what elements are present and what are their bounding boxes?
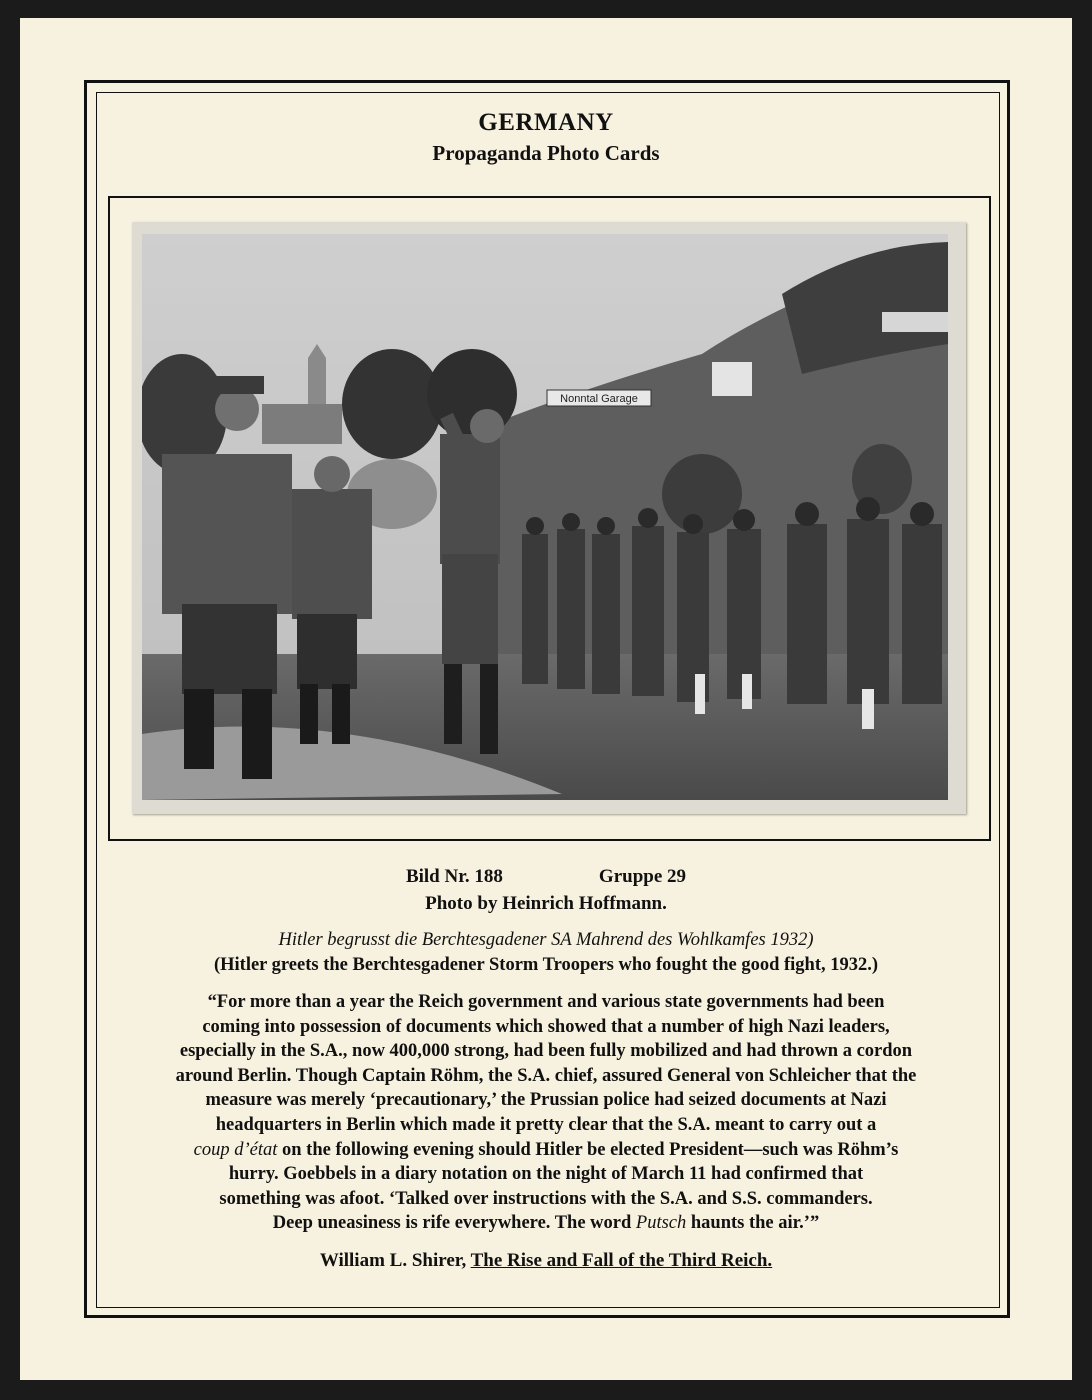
photograph [142,234,948,800]
card-group: Gruppe 29 [598,866,687,887]
quote-line: especially in the S.A., now 400,000 strong, had been fully mobilized and had thrown a cordon [179,1041,913,1062]
quote-line [110,1138,982,1163]
quote-line: measure was merely ‘precautionary,’ the Prussian police had seized documents at Nazi [205,1090,887,1111]
quote-italic-phrase: coup d’état [193,1139,278,1160]
attribution [20,1250,1072,1272]
quote-italic-word: Putsch [635,1213,687,1234]
attribution-author: William L. Shirer, [319,1250,471,1271]
photo-card [132,222,966,814]
attribution-book-title: The Rise and Fall of the Third Reich. [470,1250,773,1271]
card-number: Bild Nr. 188 [405,866,503,887]
garage-sign-text: Nonntal Garage [560,393,638,405]
quote-paragraph [110,990,982,1236]
album-page [20,18,1072,1380]
quote-line [110,1211,982,1236]
quote-line-start: Deep uneasiness is rife everywhere. The word [272,1213,636,1234]
quote-line-end: haunts the air.’” [686,1213,820,1234]
quote-line: coming into possession of documents which showed that a number of high Nazi leaders, [202,1016,890,1037]
quote-line: hurry. Goebbels in a diary notation on the night of March 11 had confirmed that [228,1164,864,1185]
page-subtitle: Propaganda Photo Cards [432,141,660,165]
page-title: GERMANY [478,109,614,136]
quote-line: headquarters in Berlin which made it pretty clear that the S.A. meant to carry out a [215,1114,877,1135]
photograph-scene [142,234,948,800]
quote-line: “For more than a year the Reich government and various state governments had been [207,992,885,1012]
card-number-row [20,866,1072,888]
english-caption: (Hitler greets the Berchtesgadener Storm Troopers who fought the good fight, 1932.) [213,955,879,975]
german-caption: Hitler begrusst die Berchtesgadener SA Mahrend des Wohlkamfes 1932) [278,930,814,950]
quote-line-rest: on the following evening should Hitler be elected President—such was Röhm’s [277,1139,899,1160]
quote-line: something was afoot. ‘Talked over instructions with the S.A. and S.S. commanders. [219,1188,873,1209]
photo-credit: Photo by Heinrich Hoffmann. [425,893,667,914]
quote-line: around Berlin. Though Captain Röhm, the S.A. chief, assured General von Schleicher that the [175,1065,917,1086]
